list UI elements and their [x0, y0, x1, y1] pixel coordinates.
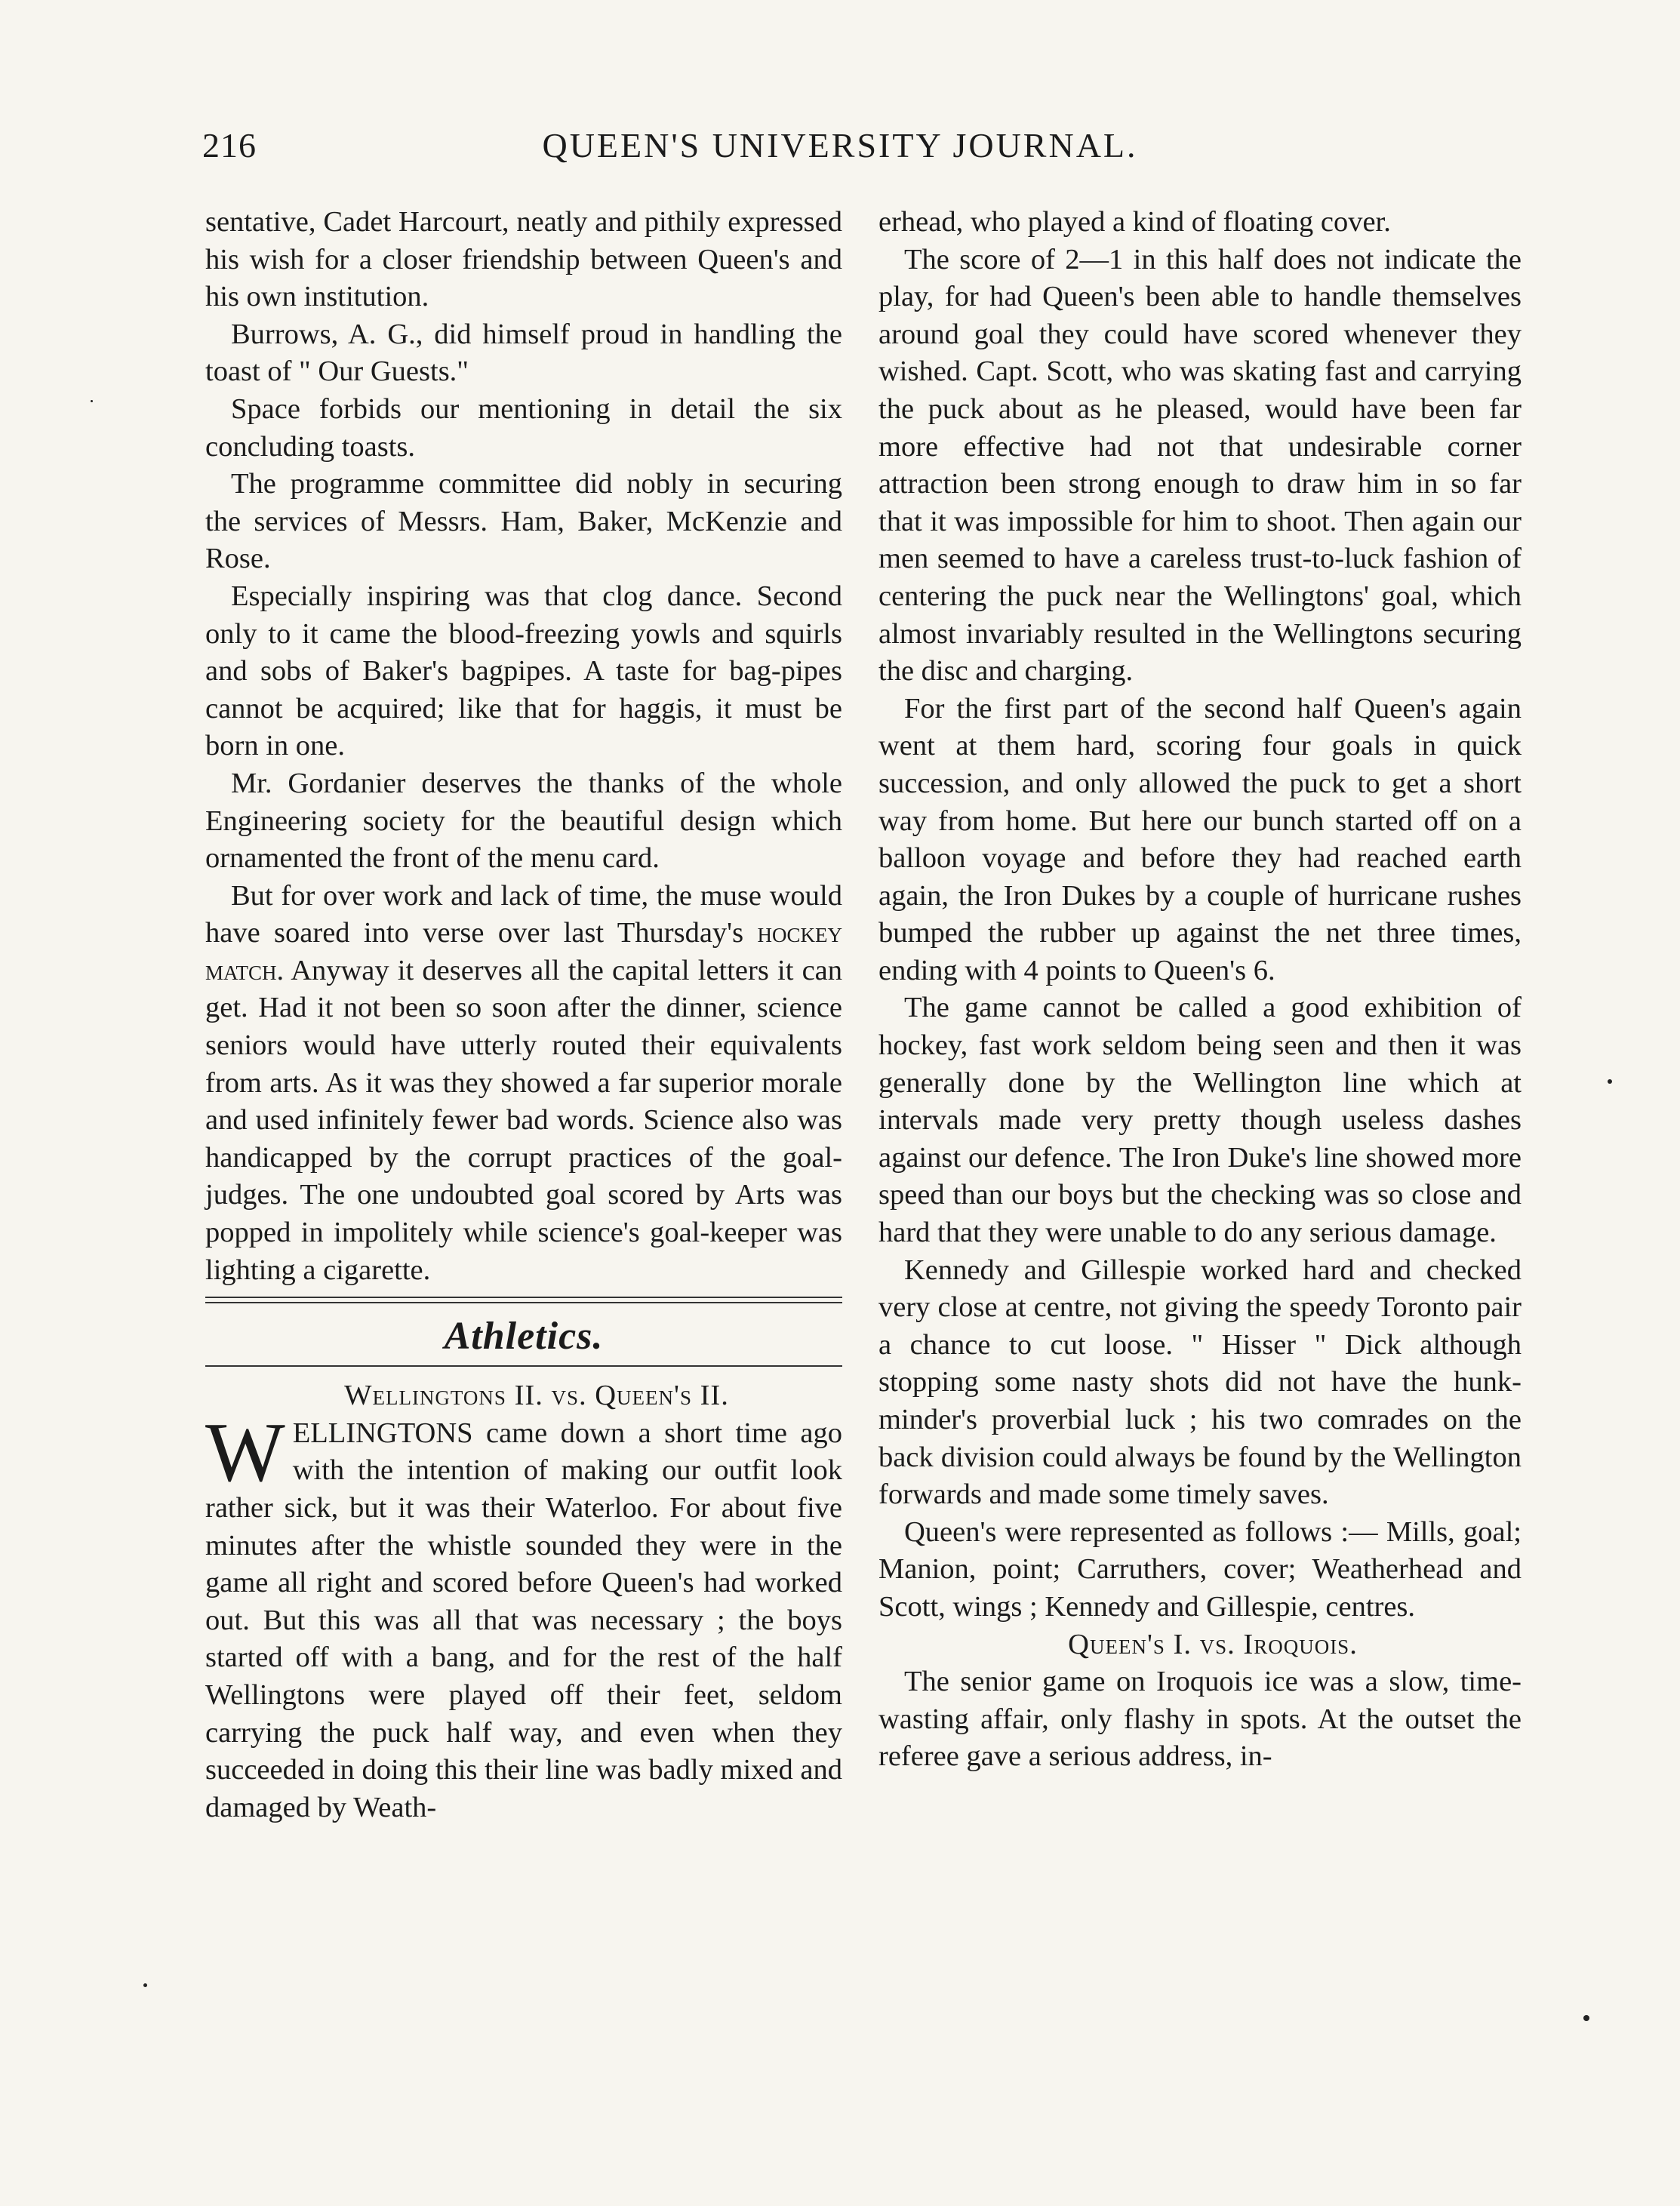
article-subheading: Queen's I. vs. Iroquois.: [1068, 1628, 1358, 1660]
left-column: [205, 204, 842, 1826]
paragraph: Mr. Gordanier deserves the thanks of the whole Engineering society for the beautiful design which ornamented the front of the menu card.: [205, 767, 842, 875]
paragraph: Burrows, A. G., did himself proud in handling the toast of " Our Guests.": [205, 318, 842, 388]
paragraph: The score of 2—1 in this half does not indicate the play, for had Queen's been able to handle themselves around goal they could have scored whenever they wished. Capt. Scott, who was skating fast and carrying the puck about as he pleased, would have been far more effective had not that undesirable corner attraction been strong enough to draw him in so far that it was impossible for him to shoot. Then again our men seemed to have a careless trust-to-luck fashion of centering the puck near the Wellingtons' goal, which almost invariably resulted in the Wellingtons securing the disc and charging.: [878, 243, 1522, 688]
small-caps-text: hockey match.: [205, 917, 842, 986]
paragraph: Kennedy and Gillespie worked hard and checked very close at centre, not giving the speedy Toronto pair a chance to cut loose. " Hisser " Dick although stopping some nasty shots did not have the hunk-minder's proverbial luck ; his two comrades on the back division could always be found by the Wellington forwards and made some timely saves.: [878, 1254, 1522, 1511]
drop-cap: W: [205, 1405, 285, 1500]
page-number: 216: [202, 126, 257, 165]
print-speck: [1608, 1079, 1612, 1084]
paragraph-text: came down a short time ago with the intention of making our outfit look rather sick, but it was their Waterloo. For about five minutes after the whistle sounded they were in the game all right and scored before Queen's had worked out. But this was all that was necessary ; the boys started off with a bang, and for the rest of the half Wellingtons were played off their feet, seldom carrying the puck half way, and even when they succeeded in doing this their line was badly mixed and damaged by Weath-: [205, 1417, 842, 1823]
paragraph: The game cannot be called a good exhibition of hockey, fast work seldom being seen and then it was generally done by the Wellington line which at intervals made very pretty though useless dashes against our defence. The Iron Duke's line showed more speed than our boys but the checking was so close and hard that they were unable to do any serious damage.: [878, 992, 1522, 1249]
paragraph: [205, 1405, 842, 1827]
section-heading: Athletics.: [444, 1315, 604, 1358]
paragraph: The senior game on Iroquois ice was a slow, time-wasting affair, only flashy in spots. At the outset the referee gave a serious address, in-: [878, 1666, 1522, 1773]
paragraph: For the first part of the second half Queen's again went at them hard, scoring four goals in quick succession, and only allowed the puck to get a short way from home. But here our bunch started off on a balloon voyage and before they had reached earth again, the Iron Dukes by a couple of hurricane rushes bumped the rubber up against the net three times, ending with 4 points to Queen's 6.: [878, 692, 1522, 986]
paragraph: Queen's were represented as follows :— Mills, goal; Manion, point; Carruthers, cover; Weatherhead and Scott, wings ; Kennedy and Gillespie, centres.: [878, 1515, 1522, 1623]
paragraph-text: Anyway it deserves all the capital letters it can get. Had it not been so soon after the dinner, science seniors would have utterly routed their equivalents from arts. As it was they showed a far superior morale and used infinitely fewer bad words. Science also was handicapped by the corrupt practices of the goal-judges. The one undoubted goal scored by Arts was popped in impolitely while science's goal-keeper was lighting a cigarette.: [205, 954, 842, 1286]
paragraph: The programme committee did nobly in securing the services of Messrs. Ham, Baker, McKenzie and Rose.: [205, 468, 842, 575]
running-title: QUEEN'S UNIVERSITY JOURNAL.: [542, 126, 1138, 165]
print-speck: [1583, 2015, 1589, 2021]
article-subheading: Wellingtons II. vs. Queen's II.: [344, 1380, 729, 1412]
section-divider: [205, 1297, 842, 1303]
right-column: [878, 204, 1522, 1776]
paragraph: [205, 878, 842, 1290]
paragraph-text: But for over work and lack of time, the muse would have soared into verse over last Thursday's: [205, 879, 842, 949]
paragraph: sentative, Cadet Harcourt, neatly and pithily expressed his wish for a closer friendship between Queen's and his own institution.: [205, 206, 842, 313]
print-speck: [91, 400, 93, 402]
print-speck: [143, 1983, 147, 1987]
caps-text: ELLINGTONS: [292, 1417, 473, 1449]
page-header: [202, 125, 1478, 178]
heading-rule: [205, 1365, 842, 1367]
paragraph: Especially inspiring was that clog dance. Second only to it came the blood-freezing yowls and squirls and sobs of Baker's bagpipes. A taste for bag-pipes cannot be acquired; like that for haggis, it must be born in one.: [205, 580, 842, 762]
paragraph: Space forbids our mentioning in detail the six concluding toasts.: [205, 392, 842, 463]
paragraph: erhead, who played a kind of floating cover.: [878, 206, 1391, 238]
